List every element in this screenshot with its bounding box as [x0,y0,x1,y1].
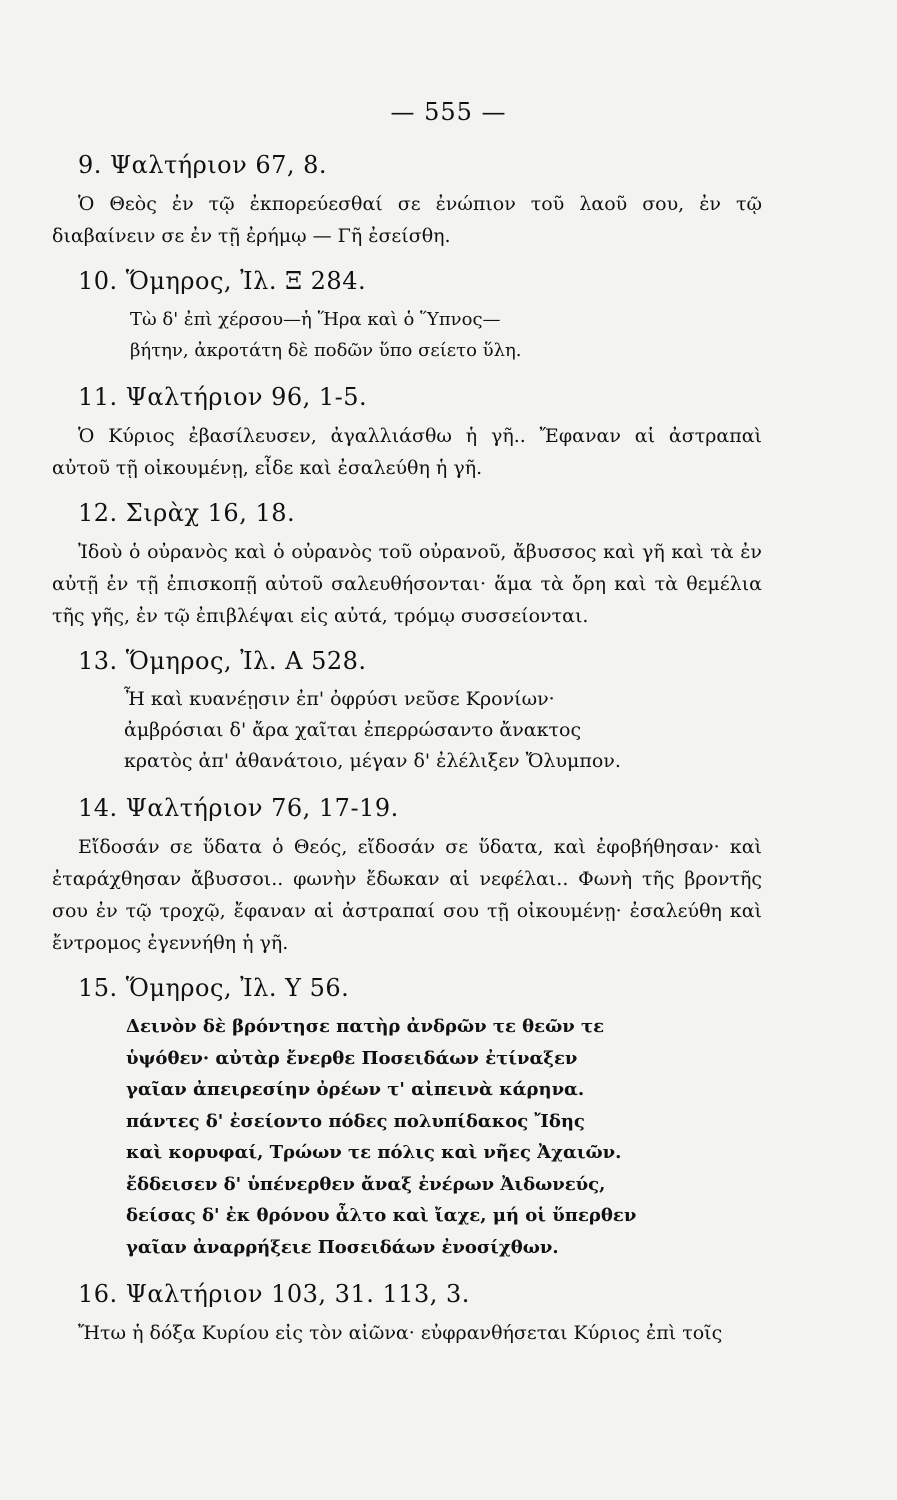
section-heading: 12. Σιρὰχ 16, 18. [78,499,296,527]
section-heading: 16. Ψαλτήριον 103, 31. 113, 3. [78,1280,470,1308]
verse-block [130,304,762,366]
section-11 [52,380,762,484]
section-text: Ὁ Κύριος ἐβασίλευσεν, ἀγαλλιάσθω ἡ γῆ.. Ἔφαναν αἱ ἀστραπαὶ αὐτοῦ τῇ οἰκουμένῃ, εἶδε καὶ ἐσαλεύθη ἡ γῆ. [52,425,762,479]
verse-line: βήτην, ἀκροτάτη δὲ ποδῶν ὕπο σείετο ὕλη. [130,340,522,361]
section-10 [52,264,762,366]
section-14 [52,791,762,959]
verse-line: κρατὸς ἀπ' ἀθανάτοιο, μέγαν δ' ἐλέλιξεν Ὄλυμπον. [124,750,621,772]
verse-line: Δεινὸν δὲ βρόντησε πατὴρ ἀνδρῶν τε θεῶν τε [126,1016,605,1037]
section-heading: 11. Ψαλτήριον 96, 1-5. [78,383,368,411]
section-text: Ἰδοὺ ὁ οὐρανὸς καὶ ὁ οὐρανὸς τοῦ οὐρανοῦ, ἄβυσσος καὶ γῆ καὶ τὰ ἐν αὐτῇ ἐν τῇ ἐπισκοπῇ αὐτοῦ σαλευθήσονται· ἅμα τὰ ὄρη καὶ τὰ θεμέλια τῆς γῆς, ἐν τῷ ἐπιβλέψαι εἰς αὐτά, τρόμῳ συσσείονται. [52,541,762,627]
verse-block [126,1011,762,1263]
section-heading: 10. Ὅμηρος, Ἰλ. Ξ 284. [78,267,367,295]
section-13 [52,644,762,777]
section-heading: 14. Ψαλτήριον 76, 17-19. [78,794,399,822]
section-heading: 9. Ψαλτήριον 67, 8. [78,151,328,179]
verse-block [124,684,762,777]
section-heading: 13. Ὅμηρος, Ἰλ. Α 528. [78,647,367,675]
section-text: Ὁ Θεὸς ἐν τῷ ἐκπορεύεσθαί σε ἐνώπιον τοῦ λαοῦ σου, ἐν τῷ διαβαίνειν σε ἐν τῇ ἐρήμῳ — Γῆ ἐσείσθη. [52,193,762,247]
verse-line: γαῖαν ἀναρρήξειε Ποσειδάων ἐνοσίχθων. [126,1236,559,1258]
section-12 [52,496,762,632]
verse-line: Ἦ καὶ κυανέῃσιν ἐπ' ὀφρύσι νεῦσε Κρονίων· [124,688,555,710]
verse-line: ὑψόθεν· αὐτὰρ ἔνερθε Ποσειδάων ἐτίναξεν [126,1047,578,1069]
section-text: Ἤτω ἡ δόξα Κυρίου εἰς τὸν αἰῶνα· εὐφρανθήσεται Κύριος ἐπὶ τοῖς [78,1322,723,1344]
verse-line: ἔδδεισεν δ' ὑπένερθεν ἄναξ ἐνέρων Ἀιδωνεύς, [126,1173,606,1195]
verse-line: δείσας δ' ἐκ θρόνου ἆλτο καὶ ἴαχε, μή οἱ ὕπερθεν [126,1205,637,1226]
verse-line: ἀμβρόσιαι δ' ἄρα χαῖται ἐπερρώσαντο ἄνακτος [124,719,582,741]
section-heading: 15. Ὅμηρος, Ἰλ. Υ 56. [78,974,350,1002]
page-number: — 555 — [390,98,507,126]
verse-line: καὶ κορυφαί, Τρώων τε πόλις καὶ νῆες Ἀχαιῶν. [126,1142,622,1163]
verse-line: πάντες δ' ἐσείοντο πόδες πολυπίδακος Ἴδης [126,1110,585,1132]
section-15 [52,971,762,1263]
page-body [52,148,762,1361]
section-9 [52,148,762,252]
verse-line: γαῖαν ἀπειρεσίην ὀρέων τ' αἰπεινὰ κάρηνα. [126,1079,585,1100]
section-16 [52,1277,762,1349]
section-text: Εἴδοσάν σε ὕδατα ὁ Θεός, εἴδοσάν σε ὕδατα, καὶ ἐφοβήθησαν· καὶ ἐταράχθησαν ἄβυσσοι.. φωνὴν ἔδωκαν αἱ νεφέλαι.. Φωνὴ τῆς βροντῆς σου ἐν τῷ τροχῷ, ἔφαναν αἱ ἀστραπαί σου τῇ οἰκουμένῃ· ἐσαλεύθη καὶ ἔντρομος ἐγεννήθη ἡ γῆ. [52,836,762,954]
verse-line: Τὼ δ' ἐπὶ χέρσου—ἡ Ἥρα καὶ ὁ Ὕπνος— [130,309,501,330]
